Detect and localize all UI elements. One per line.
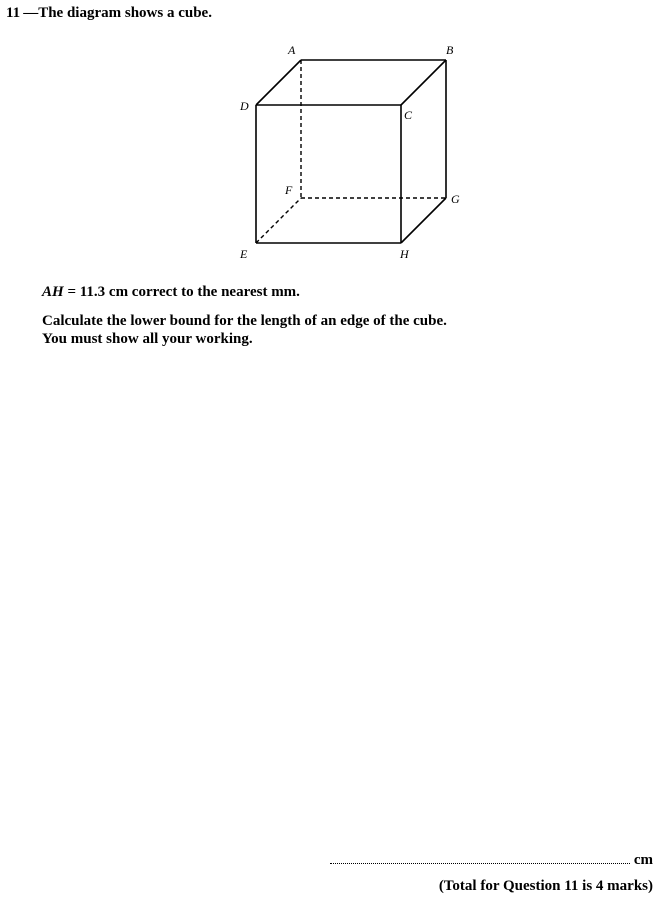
instruction-line-2: You must show all your working. — [42, 331, 253, 347]
answer-unit: cm — [633, 852, 653, 868]
given-text: = 11.3 cm correct to the nearest mm. — [63, 284, 300, 300]
answer-line[interactable] — [330, 852, 653, 869]
vertex-label-g: G — [451, 192, 460, 206]
vertex-label-c: C — [404, 108, 413, 122]
given-variable: AH — [42, 284, 64, 300]
question-stem: The diagram shows a cube. — [38, 5, 212, 21]
total-marks: (Total for Question 11 is 4 marks) — [438, 878, 653, 894]
given-measurement — [42, 284, 300, 301]
vertex-label-f: F — [285, 183, 293, 197]
instruction-line-1: Calculate the lower bound for the length of an edge of the cube. — [42, 313, 447, 329]
edge-cb — [401, 60, 446, 105]
question-dash: — — [23, 5, 39, 21]
question-number: 11 — [6, 5, 21, 21]
hidden-edge-ef — [256, 198, 301, 243]
vertex-label-e: E — [240, 247, 248, 261]
question-instructions — [42, 312, 447, 348]
answer-dotted-line[interactable] — [330, 863, 630, 864]
edge-da — [256, 60, 301, 105]
vertex-label-h: H — [400, 247, 409, 261]
vertex-label-d: D — [240, 99, 249, 113]
edge-hg — [401, 198, 446, 243]
vertex-label-a: A — [288, 43, 296, 57]
vertex-label-b: B — [446, 43, 454, 57]
cube-diagram — [0, 0, 658, 280]
